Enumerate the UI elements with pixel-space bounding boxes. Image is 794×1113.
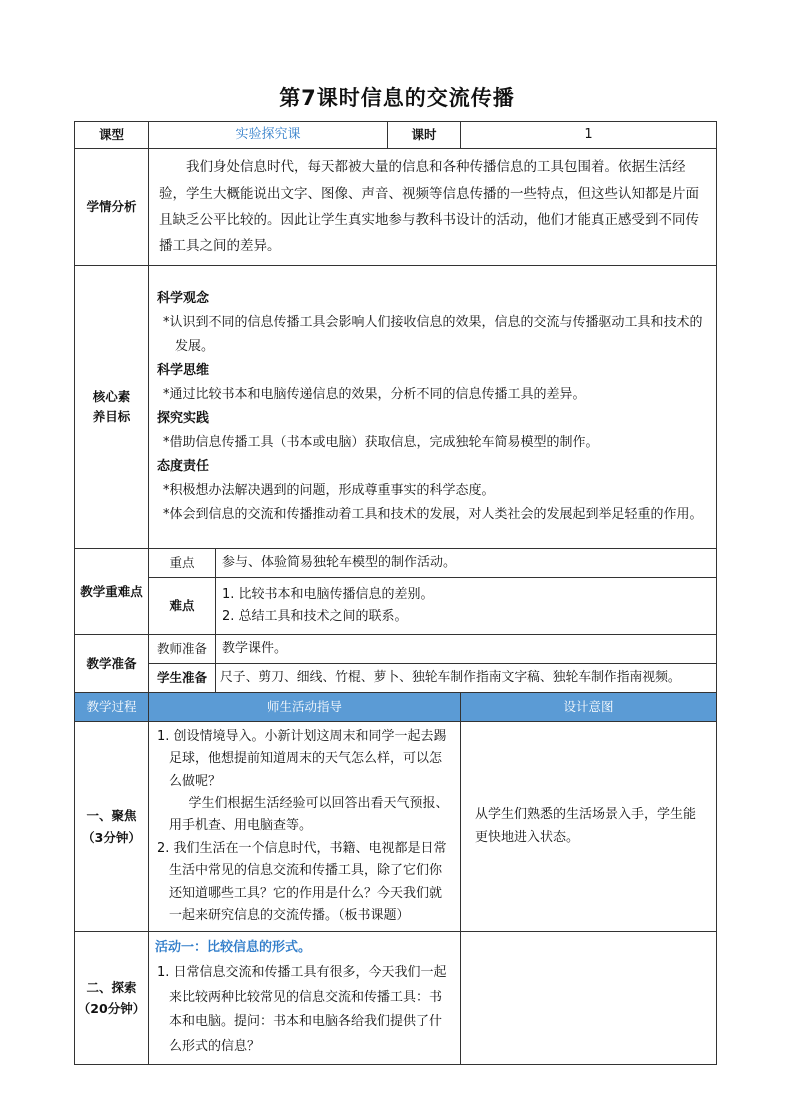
- lesson-table: [74, 121, 717, 1065]
- goal-item-concept: *认识到不同的信息传播工具会影响人们接收信息的效果，信息的交流与传播驱动工具和技术的发展。: [163, 314, 703, 354]
- difficult-point-label: 难点: [149, 578, 216, 635]
- explore-step-1: 1. 日常信息交流和传播工具有很多，今天我们一起来比较两种比较常见的信息交流和传播工具：书本和电脑。提问：书本和电脑各给我们提供了什么形式的信息？: [157, 964, 447, 1054]
- process-header-intent: 设计意图: [461, 693, 717, 722]
- teaching-prep-label: 教学准备: [75, 635, 149, 693]
- focus-stage: [75, 722, 149, 932]
- explore-activity-title: 活动一：比较信息的形式。: [155, 940, 312, 956]
- explore-stage-name: 二、探索: [86, 979, 137, 995]
- goal-item-attitude-1: *积极想办法解决遇到的问题，形成尊重事实的科学态度。: [163, 483, 495, 499]
- difficult-item-1: 1. 比较书本和电脑传播信息的差别。: [222, 586, 434, 602]
- process-header-activities: 师生活动指导: [149, 693, 461, 722]
- goal-item-attitude-2: *体会到信息的交流和传播推动着工具和技术的发展，对人类社会的发展起到举足轻重的作用。: [163, 507, 703, 523]
- student-prep-text: 尺子、剪刀、细线、竹棍、萝卜、独轮车制作指南文字稿、独轮车制作指南视频。: [216, 664, 717, 693]
- goal-heading-practice: 探究实践: [157, 411, 210, 426]
- focus-stage-time: （3分钟）: [82, 829, 141, 845]
- page-title: 第7课时信息的交流传播: [279, 86, 515, 110]
- explore-stage-time: （20分钟）: [77, 1000, 146, 1016]
- goal-heading-thinking: 科学思维: [157, 362, 210, 378]
- core-goals-label: [75, 266, 149, 549]
- focus-step-1-answer: 学生们根据生活经验可以回答出看天气预报、用手机查、用电脑查等。: [169, 796, 449, 834]
- row-focus: [75, 722, 717, 932]
- process-header-stage: 教学过程: [75, 693, 149, 722]
- goal-item-thinking: *通过比较书本和电脑传递信息的效果，分析不同的信息传播工具的差异。: [163, 386, 586, 402]
- teacher-prep-text: 教学课件。: [216, 635, 717, 664]
- row-learning-analysis: [75, 149, 717, 266]
- row-key-point: [75, 549, 717, 578]
- lesson-hours-label: 课时: [388, 122, 461, 149]
- focus-step-1: 1. 创设情境导入。小新计划这周末和同学一起去踢足球，他想提前知道周末的天气怎么样，可以怎么做呢？: [157, 729, 447, 789]
- focus-intent: 从学生们熟悉的生活场景入手，学生能更快地进入状态。: [461, 722, 717, 932]
- row-lesson-type: [75, 122, 717, 149]
- key-difficult-label: 教学重难点: [75, 549, 149, 635]
- row-explore: [75, 932, 717, 1064]
- lesson-type-value: 实验探究课: [149, 122, 388, 149]
- lesson-hours-value: 1: [461, 122, 717, 149]
- key-point-text: 参与、体验简易独轮车模型的制作活动。: [216, 549, 717, 578]
- learning-analysis-text: 我们身处信息时代，每天都被大量的信息和各种传播信息的工具包围着。依据生活经验，学生大概能说出文字、图像、声音、视频等信息传播的一些特点，但这些认知都是片面且缺乏公平比较的。因此让学生真实地参与教科书设计的活动，他们才能真正感受到不同传播工具之间的差异。: [159, 159, 699, 255]
- explore-stage: [75, 932, 149, 1064]
- row-difficult-point: [75, 578, 717, 635]
- explore-intent: [461, 932, 717, 1064]
- process-header: [75, 693, 717, 722]
- row-core-goals: [75, 266, 717, 549]
- lesson-type-label: 课型: [75, 122, 149, 149]
- difficult-item-2: 2. 总结工具和技术之间的联系。: [222, 609, 408, 624]
- row-teacher-prep: [75, 635, 717, 664]
- learning-analysis-label: 学情分析: [75, 149, 149, 266]
- student-prep-label: 学生准备: [149, 664, 216, 693]
- key-point-label: 重点: [149, 549, 216, 578]
- goal-heading-concept: 科学观念: [157, 290, 210, 306]
- row-student-prep: [75, 664, 717, 693]
- goal-heading-attitude: 态度责任: [157, 459, 210, 475]
- goal-item-practice: *借助信息传播工具（书本或电脑）获取信息，完成独轮车简易模型的制作。: [163, 435, 599, 451]
- focus-stage-name: 一、聚焦: [86, 808, 137, 824]
- focus-step-2: 2. 我们生活在一个信息时代，书籍、电视都是日常生活中常见的信息交流和传播工具，除了它们你还知道哪些工具？它的作用是什么？今天我们就一起来研究信息的交流传播。（板书课题）: [157, 840, 447, 923]
- core-goals-label-text: 核心素养目标: [92, 388, 131, 424]
- teacher-prep-label: 教师准备: [149, 635, 216, 664]
